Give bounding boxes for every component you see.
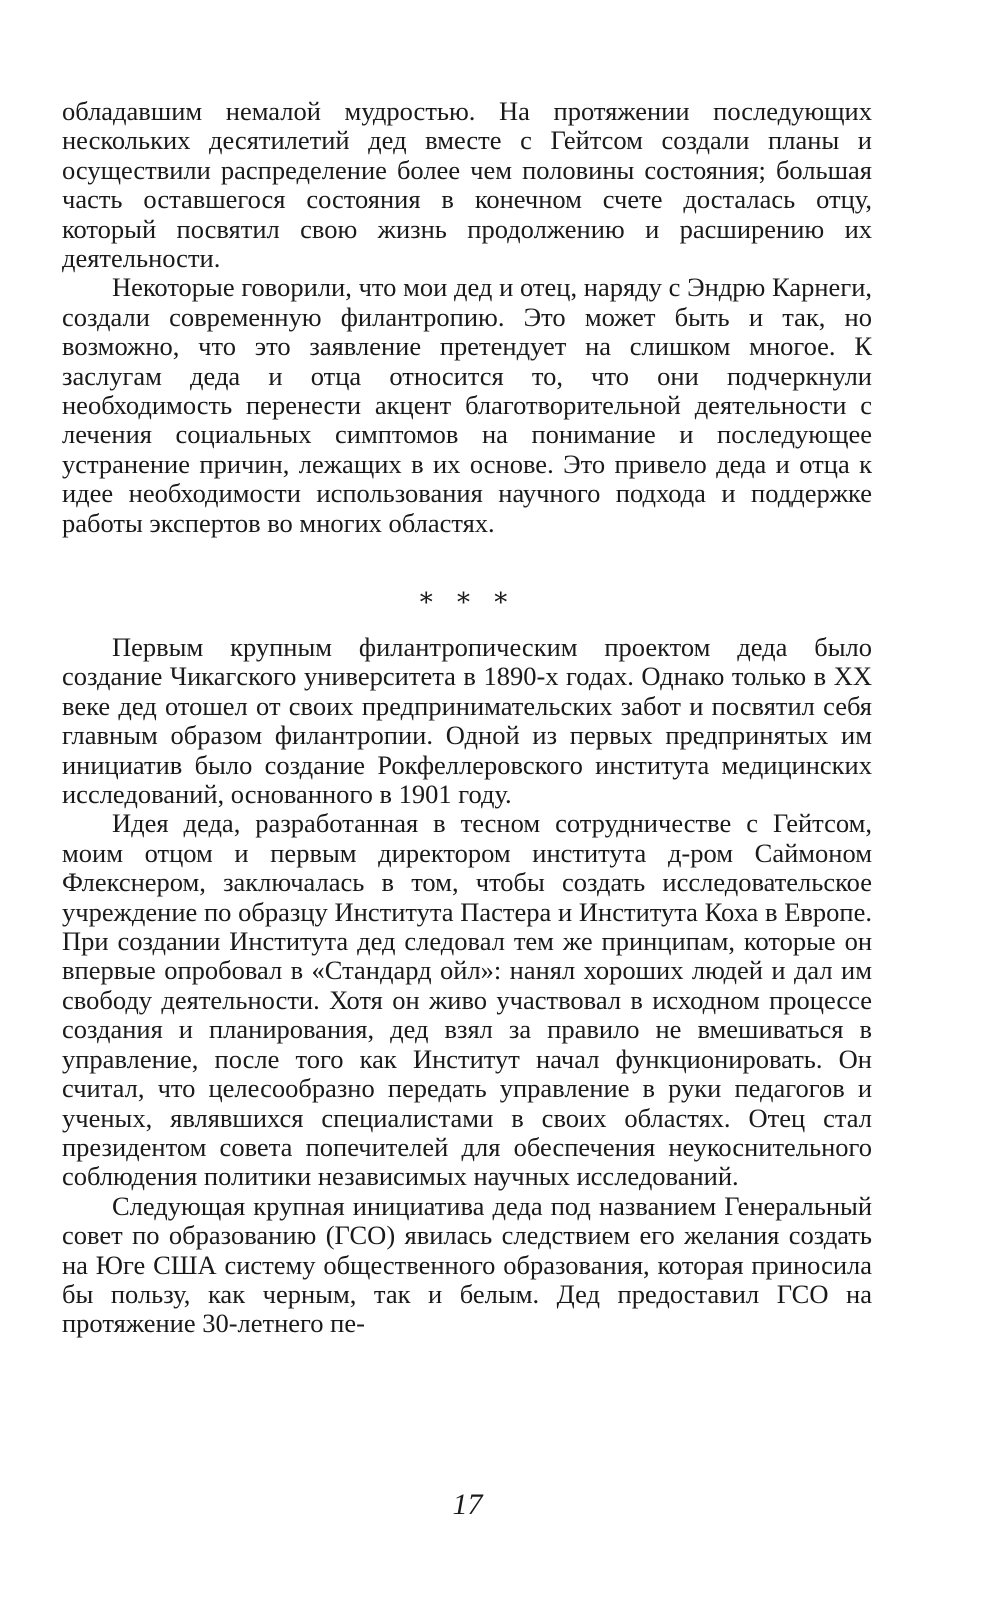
- paragraph: Некоторые говорили, что мои дед и отец, наряду с Эндрю Карнеги, создали современную филантропию. Это может быть и так, но возможно, что это заявление претендует на слишком многое. К заслугам деда и отца относится то, что они подчеркнули необходимость перенести акцент благотворительной деятельности с лечения социальных симптомов на понимание и последующее устранение причин, лежащих в их основе. Это привело деда и отца к идее необходимости использования научного подхода и поддержке работы экспертов во многих областях.: [62, 272, 872, 538]
- section-divider: * * *: [419, 588, 516, 618]
- paragraph: Следующая крупная инициатива деда под названием Генеральный совет по образованию (ГСО) явилась следствием его желания создать на Юге США систему общественного образования, которая приносила бы пользу, как черным, так и белым. Дед предоставил ГСО на протяжение 30-летнего пе-: [62, 1190, 872, 1339]
- text-block-top: [62, 97, 872, 538]
- paragraph: Идея деда, разработанная в тесном сотрудничестве с Гейтсом, моим отцом и первым директором института д-ром Саймоном Флекснером, заключалась в том, чтобы создать исследовательское учреждение по образцу Института Пастера и Института Коха в Европе. При создании Института дед следовал тем же принципам, которые он впервые опробовал в «Стандард ойл»: нанял хороших людей и дал им свободу деятельности. Хотя он живо участвовал в исходном процессе создания и планирования, дед взял за правило не вмешиваться в управление, после того как Институт начал функционировать. Он считал, что целесообразно передать управление в руки педагогов и ученых, являвшихся специалистами в своих областях. Отец стал президентом совета попечителей для обеспечения неукоснительного соблюдения политики независимых научных исследований.: [62, 808, 872, 1192]
- paragraph: Первым крупным филантропическим проектом деда было создание Чикагского университета в 1890-х годах. Однако только в XX веке дед отошел от своих предпринимательских забот и посвятил себя главным образом филантропии. Одной из первых предпринятых им инициатив было создание Рокфеллеровского института медицинских исследований, основанного в 1901 году.: [62, 632, 872, 810]
- paragraph: обладавшим немалой мудростью. На протяжении последующих нескольких десятилетий дед вместе с Гейтсом создали планы и осуществили распределение более чем половины состояния; большая часть оставшегося состояния в конечном счете досталась отцу, который посвятил свою жизнь продолжению и расширению их деятельности.: [62, 96, 872, 274]
- page-number: 17: [452, 1488, 483, 1521]
- text-block-bottom: [62, 633, 872, 1339]
